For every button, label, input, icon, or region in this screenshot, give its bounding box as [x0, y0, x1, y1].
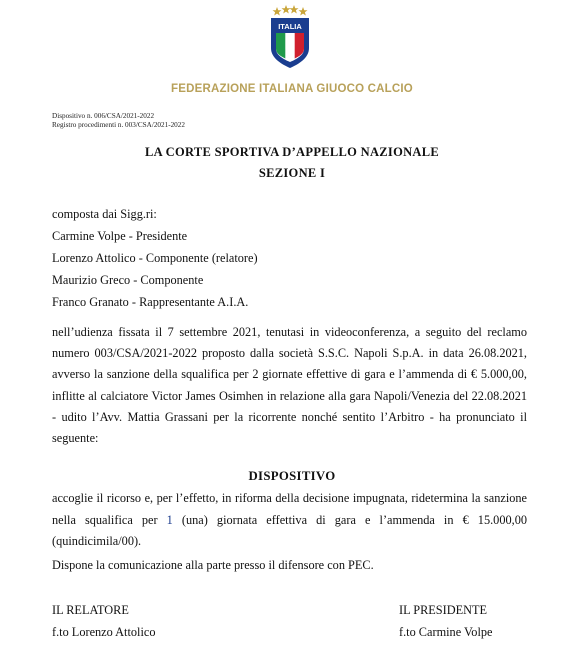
section-title: SEZIONE I: [258, 166, 326, 180]
communication-paragraph: Dispone la comunicazione alla parte presso il difensore con PEC.: [52, 558, 374, 572]
registro-number: Registro procedimenti n. 003/CSA/2021-2022: [52, 121, 185, 129]
composition-list: [52, 203, 527, 313]
member-item: Franco Granato - Rappresentante A.I.A.: [52, 295, 249, 309]
relatore-name: f.to Lorenzo Attolico: [52, 625, 156, 639]
member-item: Lorenzo Attolico - Componente (relatore): [52, 251, 258, 265]
dispositivo-text: [52, 488, 527, 553]
hearing-paragraph: nell’udienza fissata il 7 settembre 2021, tenutasi in videoconferenza, a seguito del reclamo numero 003/CSA/2021-2022 proposto dalla società S.S.C. Napoli S.p.A. in data 26.08.2021, avverso la sanzione della squalifica per 2 giornate effettive di gara e l’ammenda di € 5.000,00, inflitte al calciatore Victor James Osimhen in relazione alla gara Napoli/Venezia del 22.08.2021 - udito l’Avv. Mattia Grassani per la ricorrente nonché sentito l’Arbitro - ha pronunciato il seguente:: [52, 325, 527, 446]
dispositivo-highlight: 1: [166, 512, 173, 527]
dispositivo-heading: DISPOSITIVO: [248, 469, 336, 483]
court-title: LA CORTE SPORTIVA D’APPELLO NAZIONALE: [144, 145, 440, 159]
member-item: Carmine Volpe - Presidente: [52, 229, 188, 243]
figc-logo: [267, 4, 313, 70]
composition-intro: composta dai Sigg.ri:: [52, 207, 157, 221]
dispositivo-number: Dispositivo n. 006/CSA/2021-2022: [52, 112, 155, 120]
presidente-name: f.to Carmine Volpe: [399, 625, 493, 639]
document-metadata: [52, 112, 185, 130]
svg-text:ITALIA: ITALIA: [278, 22, 302, 31]
presidente-role: IL PRESIDENTE: [399, 603, 488, 617]
relatore-role: IL RELATORE: [52, 603, 129, 617]
organization-name: FEDERAZIONE ITALIANA GIUOCO CALCIO: [171, 83, 413, 95]
dispositivo-text-after: (una) giornata effettiva di gara e l’ammenda in € 15.000,00 (quindicimila/00).: [52, 512, 527, 549]
figc-shield-icon: [267, 4, 313, 70]
member-item: Maurizio Greco - Componente: [52, 273, 204, 287]
signature-relatore: [52, 599, 155, 643]
dispositivo-text-before: accoglie il ricorso e, per l’effetto, in riforma della decisione impugnata, ridetermina la sanzione nella squalifica per: [52, 491, 527, 527]
signature-presidente: [399, 599, 492, 643]
